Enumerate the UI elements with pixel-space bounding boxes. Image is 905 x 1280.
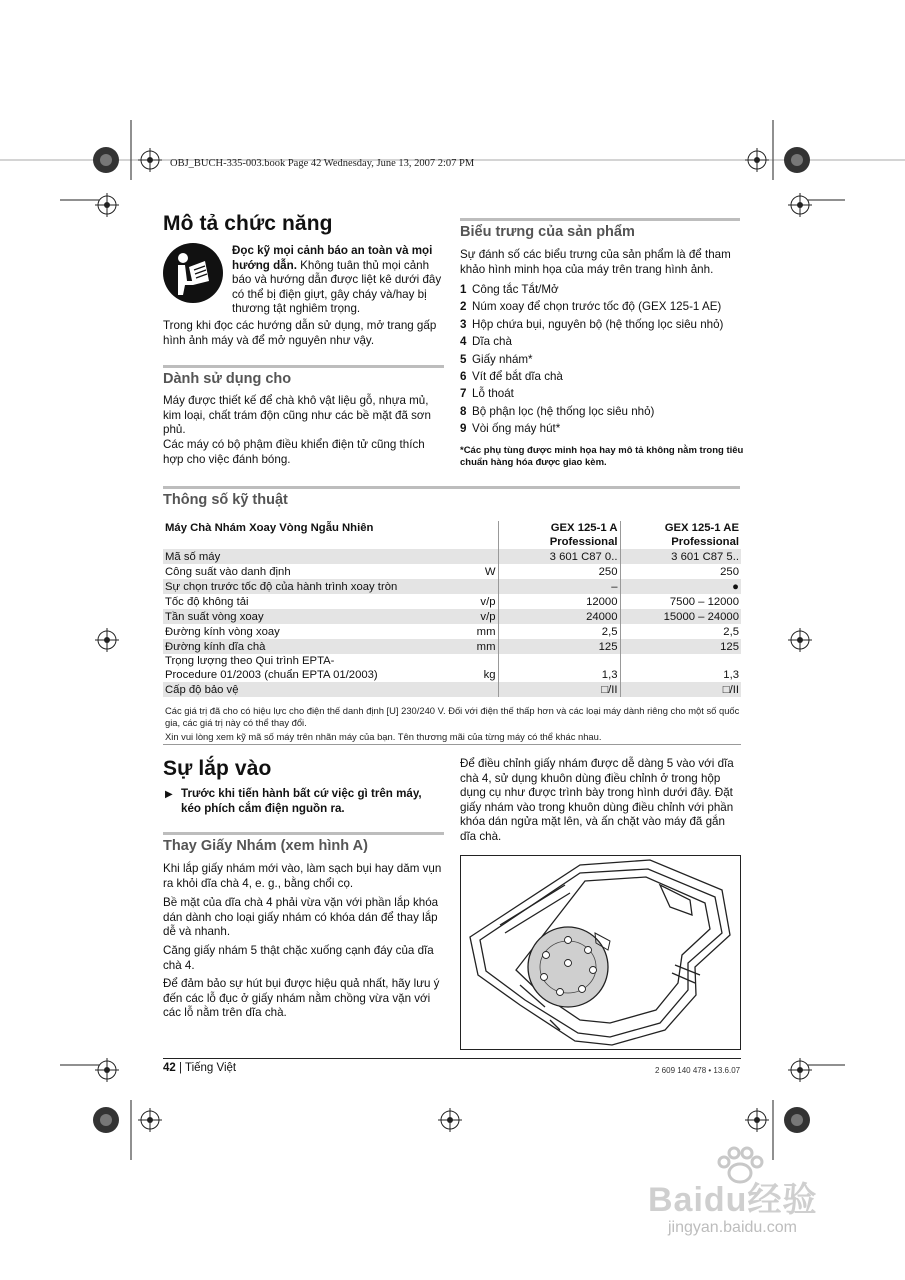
table-row: Công suất vào danh định W 250 250	[165, 566, 739, 578]
footer-language: Tiếng Việt	[184, 1062, 237, 1074]
specs-bottom-rule	[163, 744, 741, 745]
file-info-header: OBJ_BUCH-335-003.book Page 42 Wednesday, June 13, 2007 2:07 PM	[170, 158, 475, 169]
assembly-title: Sự lắp vào	[163, 757, 272, 780]
table-row: Mã số máy 3 601 C87 0.. 3 601 C87 5..	[165, 551, 739, 563]
list-item: 9 Vòi ống máy hút*	[460, 422, 561, 436]
baidu-url-watermark: jingyan.baidu.com	[668, 1219, 797, 1236]
table-row: Tần suất vòng xoay v/p 24000 15000 – 24000	[165, 611, 739, 623]
list-item: 7 Lỗ thoát	[460, 387, 514, 401]
table-row: Cấp độ bảo vệ □/II □/II	[165, 684, 739, 696]
features-list	[460, 281, 750, 438]
list-item: 2 Núm xoay để chọn trước tốc độ (GEX 125-1 AE)	[460, 300, 722, 314]
safety-warning-bold: Đọc kỹ mọi cảnh báo an toàn và mọi hướng dẫn.	[232, 244, 433, 272]
list-item: 1 Công tắc Tắt/Mở	[460, 283, 559, 296]
features-intro: Sự đánh số các biểu trưng của sản phẩm là để tham khảo hình minh họa của máy trên trang hình ảnh.	[460, 248, 731, 276]
specs-note-label: Xin vui lòng xem kỹ mã số máy trên nhãn máy của bạn. Tên thương mãi của từng máy có thể khác nhau.	[165, 731, 602, 742]
safety-warning-text: Không tuân thủ mọi cảnh báo và hướng dẫn được liệt kê dưới đây có thể bị điện giựt, gây cháy và/hay bị thương tật nghiêm trọng.	[232, 258, 442, 316]
page-number: 42	[163, 1062, 176, 1074]
document-code: 2 609 140 478 • 13.6.07	[655, 1066, 741, 1075]
sandpaper-heading: Thay Giấy Nhám (xem hình A)	[163, 832, 444, 854]
specs-heading: Thông số kỹ thuật	[163, 486, 740, 508]
table-row: Trọng lượng theo Qui trình EPTA-Procedure 01/2003 (chuẩn EPTA 01/2003) kg 1,3 1,3	[165, 655, 739, 681]
table-row: Tốc độ không tải v/p 12000 7500 – 12000	[165, 596, 739, 608]
usage-heading: Dành sử dụng cho	[163, 365, 444, 387]
table-header-row	[163, 521, 741, 549]
usage-paragraph-1: Máy được thiết kế để chà khô vật liệu gỗ, nhựa mủ, kim loại, chất trám độn cũng như các bề mặt đã sơn phủ.	[163, 394, 431, 437]
model-ae-header: GEX 125-1 AE Professional	[664, 522, 739, 548]
table-row: Đường kính vòng xoay mm 2,5 2,5	[165, 626, 739, 638]
table-row: Đường kính dĩa chà mm 125 125	[165, 641, 739, 653]
specs-note-voltage: Các giá trị đã cho có hiệu lực cho điện thế danh định [U] 230/240 V. Đối với điện thế thấp hơn và các loại máy dành riêng cho một số quốc gia, các giá trị này có thể thay đổi.	[165, 705, 740, 728]
product-type-label: Máy Chà Nhám Xoay Vòng Ngẫu Nhiên	[165, 522, 374, 534]
model-a-header: GEX 125-1 A Professional	[498, 521, 620, 549]
safety-warning	[232, 244, 444, 317]
accessories-footnote: *Các phụ tùng được minh họa hay mô tả không nằm trong tiêu chuẩn hàng hóa được giao kèm.	[460, 445, 744, 469]
sandpaper-p3: Căng giấy nhám 5 thật chặc xuống cạnh đáy của dĩa chà 4.	[163, 944, 434, 972]
unplug-warning: Trước khi tiến hành bất cứ việc gì trên máy, kéo phích cắm điện nguồn ra.	[181, 787, 422, 815]
arrow-bullet-icon: ▶	[165, 789, 173, 800]
list-item: 5 Giấy nhám*	[460, 352, 533, 366]
sandpaper-p1: Khi lắp giấy nhám mới vào, làm sạch bụi hay dăm vụn ra khỏi dĩa chà 4, e. g., bằng chổi cọ.	[163, 862, 442, 890]
table-row: Sự chọn trước tốc độ của hành trình xoay tròn – ●	[165, 581, 739, 593]
function-title: Mô tả chức năng	[163, 212, 333, 235]
read-manual-icon	[163, 243, 223, 303]
intro-paragraph: Trong khi đọc các hướng dẫn sử dụng, mở trang gấp hình ảnh máy và để mở nguyên như vậy.	[163, 319, 437, 347]
usage-paragraph-2: Các máy có bộ phậm điều khiển điện tử cũng thích hợp cho việc đánh bóng.	[163, 438, 425, 466]
list-item: 4 Dĩa chà	[460, 335, 512, 349]
list-item: 8 Bộ phận lọc (hệ thống lọc siêu nhỏ)	[460, 404, 655, 418]
product-features-heading: Biểu trưng của sản phẩm	[460, 218, 740, 240]
specs-table	[163, 521, 741, 697]
footer-rule	[163, 1058, 741, 1059]
adjustment-paragraph: Để điều chỉnh giấy nhám được dễ dàng 5 vào với dĩa chà 4, sử dụng khuôn dùng điều chỉnh ở trong hộp dụng cụ như được trình bày trong hình dưới đây. Đặt giấy nhám vào trong khuôn dùng điều chỉnh với phần khóa dán ngửa mặt lên, và ấn chặt vào máy đã gắn dĩa chà.	[460, 757, 734, 843]
list-item: 3 Hộp chứa bụi, nguyên bộ (hệ thống lọc siêu nhỏ)	[460, 317, 724, 331]
list-item: 6 Vít để bắt dĩa chà	[460, 370, 563, 384]
sanding-pad-illustration	[460, 855, 741, 1050]
sandpaper-p2: Bề mặt của dĩa chà 4 phải vừa vặn với phần lắp khóa dán dành cho loại giấy nhám có khóa dán để thay lắp dễ và nhanh.	[163, 896, 439, 939]
sandpaper-p4: Để đảm bảo sự hút bụi được hiệu quả nhất, hãy lưu ý đến các lỗ đục ở giấy nhám nằm chồng vừa vặn với các lỗ nằm trên dĩa chà.	[163, 977, 440, 1020]
page-footer: 42 | Tiếng Việt	[163, 1062, 237, 1074]
baidu-brand-watermark: Baidu经验	[648, 1181, 818, 1219]
